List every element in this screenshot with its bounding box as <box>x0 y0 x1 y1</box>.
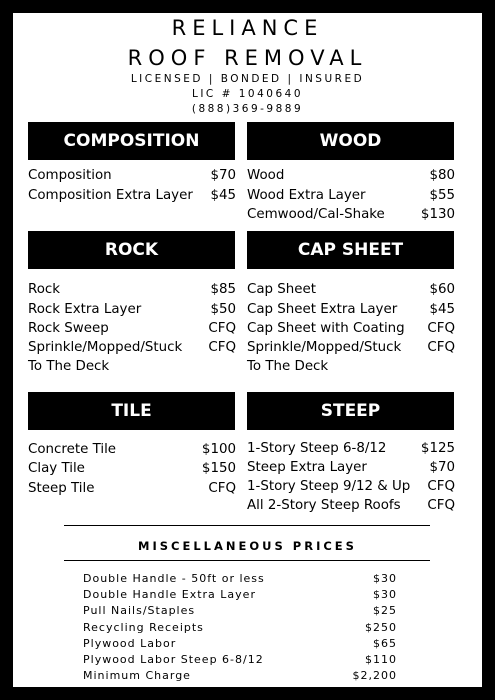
item-name: Steep Tile <box>28 481 95 496</box>
item-name: To The Deck <box>247 359 329 374</box>
price-row <box>247 319 455 338</box>
item-name: Double Handle - 50ft or less <box>83 572 265 585</box>
price-row <box>247 205 455 224</box>
price-row <box>28 319 236 338</box>
price-row <box>28 300 236 319</box>
price-sheet <box>13 13 482 687</box>
item-name: Plywood Labor Steep 6-8/12 <box>83 653 264 666</box>
item-price: CFQ <box>208 340 236 355</box>
item-name: Concrete Tile <box>28 442 117 457</box>
price-row <box>247 338 455 357</box>
misc-row <box>83 603 397 619</box>
item-price: $125 <box>420 441 455 456</box>
license-number: LIC # 1040640 <box>191 88 303 100</box>
price-row <box>28 440 236 459</box>
company-name-line1: RELIANCE <box>171 16 324 40</box>
price-row <box>247 496 455 515</box>
item-name: Plywood Labor <box>83 637 177 650</box>
item-price: $55 <box>429 188 455 203</box>
item-name: 1-Story Steep 9/12 & Up <box>247 479 411 494</box>
item-name: Composition <box>28 168 112 183</box>
item-name: Composition Extra Layer <box>28 188 193 203</box>
item-price: $30 <box>373 572 397 585</box>
item-price: $80 <box>429 168 455 183</box>
item-name: Clay Tile <box>28 461 85 476</box>
item-price: $50 <box>210 302 236 317</box>
item-name: Pull Nails/Staples <box>83 604 196 617</box>
item-name: Rock Sweep <box>28 321 109 336</box>
item-price: $45 <box>429 302 455 317</box>
item-price: $110 <box>365 653 397 666</box>
item-name: Recycling Receipts <box>83 621 204 634</box>
item-name: Double Handle Extra Layer <box>83 588 256 601</box>
misc-row <box>83 620 397 636</box>
price-row <box>28 280 236 299</box>
item-price: CFQ <box>427 498 455 513</box>
item-name: Cap Sheet <box>247 282 317 297</box>
price-row <box>247 477 455 496</box>
price-row <box>247 458 455 477</box>
item-name: Cemwood/Cal-Shake <box>247 207 385 222</box>
divider <box>64 525 430 526</box>
section-header-wood: WOOD <box>247 122 454 160</box>
item-price: CFQ <box>208 321 236 336</box>
section-header-rock: ROCK <box>28 231 235 269</box>
item-price: $85 <box>210 282 236 297</box>
company-name-line2: ROOF REMOVAL <box>127 46 368 70</box>
item-name: Wood Extra Layer <box>247 188 366 203</box>
item-price: $45 <box>210 188 236 203</box>
item-price: $60 <box>429 282 455 297</box>
section-header-cap-sheet: CAP SHEET <box>247 231 454 269</box>
misc-section-title: MISCELLANEOUS PRICES <box>138 539 357 553</box>
item-price: $130 <box>420 207 455 222</box>
misc-row <box>83 571 397 587</box>
item-price: $2,200 <box>352 669 397 682</box>
misc-row <box>83 668 397 684</box>
price-row <box>247 439 455 458</box>
price-row <box>247 166 455 185</box>
item-price: $70 <box>429 460 455 475</box>
price-row <box>28 338 236 357</box>
item-name: All 2-Story Steep Roofs <box>247 498 401 513</box>
phone-number: (888)369-9889 <box>191 103 304 115</box>
item-name: Wood <box>247 168 285 183</box>
item-price: CFQ <box>427 340 455 355</box>
price-row <box>247 280 455 299</box>
item-name: Rock Extra Layer <box>28 302 142 317</box>
item-price: $25 <box>373 604 397 617</box>
item-price: $100 <box>201 442 236 457</box>
price-row <box>247 357 455 376</box>
section-header-tile: TILE <box>28 392 235 430</box>
item-price: $70 <box>210 168 236 183</box>
item-name: Steep Extra Layer <box>247 460 367 475</box>
item-price: CFQ <box>427 321 455 336</box>
misc-row <box>83 652 397 668</box>
item-name: 1-Story Steep 6-8/12 <box>247 441 387 456</box>
tagline: LICENSED | BONDED | INSURED <box>130 73 365 85</box>
price-row <box>28 459 236 478</box>
item-price: $30 <box>373 588 397 601</box>
price-row <box>247 300 455 319</box>
section-header-composition: COMPOSITION <box>28 122 235 160</box>
item-name: Cap Sheet with Coating <box>247 321 405 336</box>
item-price: $250 <box>365 621 397 634</box>
price-row <box>28 186 236 205</box>
item-price: $150 <box>201 461 236 476</box>
item-price: CFQ <box>427 479 455 494</box>
price-row <box>28 357 236 376</box>
price-row <box>28 166 236 185</box>
item-name: Cap Sheet Extra Layer <box>247 302 398 317</box>
price-row <box>247 186 455 205</box>
item-name: Sprinkle/Mopped/Stuck <box>28 340 183 355</box>
item-price: CFQ <box>208 481 236 496</box>
misc-row <box>83 587 397 603</box>
section-header-steep: STEEP <box>247 392 454 430</box>
divider <box>64 560 430 561</box>
item-name: Sprinkle/Mopped/Stuck <box>247 340 402 355</box>
price-row <box>28 479 236 498</box>
item-name: Minimum Charge <box>83 669 191 682</box>
item-name: Rock <box>28 282 61 297</box>
misc-row <box>83 636 397 652</box>
item-price: $65 <box>373 637 397 650</box>
item-name: To The Deck <box>28 359 110 374</box>
